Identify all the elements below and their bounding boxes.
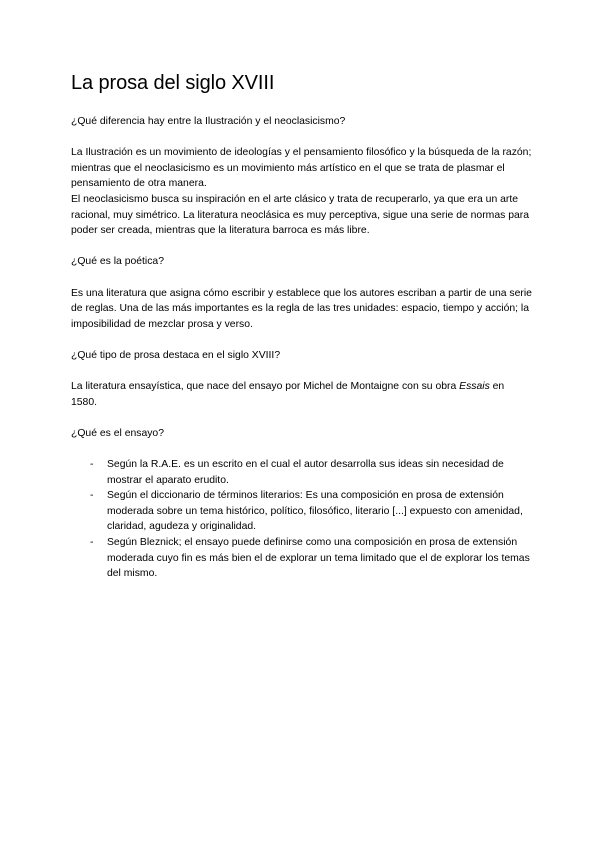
list-item [71,535,533,582]
answer-ilustracion-paragraph: La Ilustración es un movimiento de ideologías y el pensamiento filosófico y la búsqueda de la razón; mientras que el neoclasicismo es un movimiento más artístico en el que se trata de plasmar el pensamiento de otra manera. [71,147,532,190]
answer-text-before: La literatura ensayística, que nace del ensayo por Michel de Montaigne con su obra [71,381,460,393]
answer-tipo-prosa-paragraph [71,379,533,410]
bullet-dash: - [90,490,94,502]
bullet-dash: - [90,459,94,471]
document-title: La prosa del siglo XVIII [71,72,275,94]
question-ilustracion-neoclasicismo: ¿Qué diferencia hay entre la Ilustración y el neoclasicismo? [71,116,346,127]
answer-text-after: en 1580. [71,381,505,408]
document-page [71,70,533,582]
bullet-dash: - [90,537,94,549]
ensayo-definitions-list [71,457,533,582]
definition-diccionario: Según el diccionario de términos literarios: Es una composición en prosa de extensión moderada sobre un tema histórico, político, filosófico, literario [...] expuesto con amenidad, claridad, agudeza y originalidad. [107,490,523,533]
list-item [71,457,533,488]
definition-bleznick: Según Bleznick; el ensayo puede definirse como una composición en prosa de extensión moderada cuyo fin es más bien el de explorar un tema limitado que el de explorar los temas del mismo. [107,537,530,580]
question-poetica: ¿Qué es la poética? [71,256,164,268]
essais-title: Essais [459,381,490,393]
definition-rae: Según la R.A.E. es un escrito en el cual el autor desarrolla sus ideas sin necesidad de mostrar el aparato erudito. [107,459,504,486]
list-item [71,488,533,535]
answer-poetica-paragraph: Es una literatura que asigna cómo escribir y establece que los autores escriban a partir de una serie de reglas. Una de las más importantes es la regla de las tres unidades: espacio, tiempo y acción; la imposibilidad de mezclar prosa y verso. [71,287,532,330]
answer-neoclasicismo-paragraph: El neoclasicismo busca su inspiración en el arte clásico y trata de recuperarlo, ya que era un arte racional, muy simétrico. La literatura neoclásica es muy perceptiva, sigue una serie de normas para poder ser creada, mientras que la literatura barroca es más libre. [71,193,529,237]
question-ensayo: ¿Qué es el ensayo? [71,427,164,439]
question-tipo-prosa: ¿Qué tipo de prosa destaca en el siglo XVIII? [71,349,281,361]
